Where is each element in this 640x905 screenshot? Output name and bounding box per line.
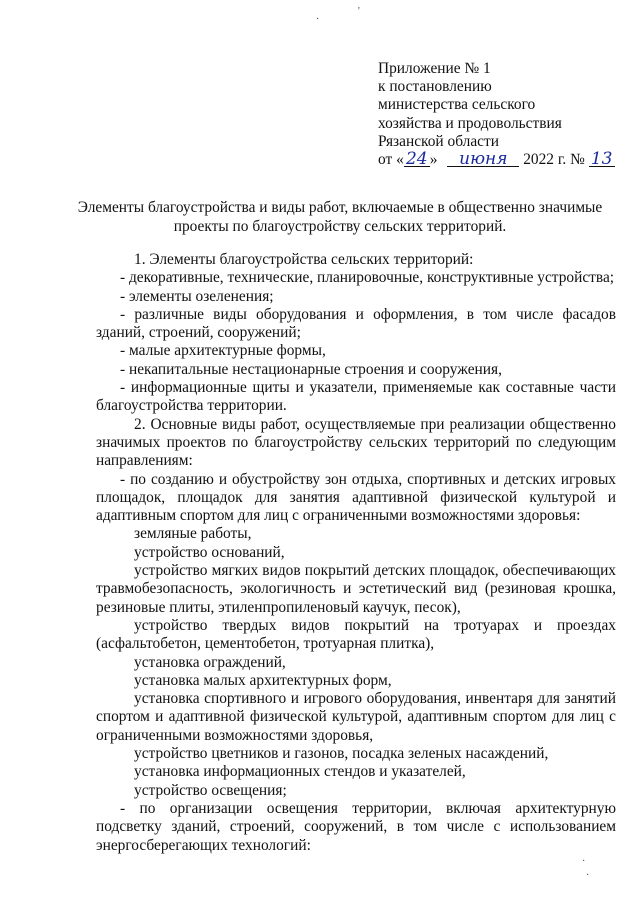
- date-quote: »: [429, 151, 438, 169]
- scan-speck: ·: [316, 14, 320, 25]
- list-item: установка спортивного и игрового оборудования, инвентаря для занятий спортом и адаптивной физической культурой, адаптивным спортом для лиц с ограниченными возможностями здоровья,: [96, 690, 616, 744]
- list-item: земляные работы,: [134, 525, 252, 543]
- appendix-line: Рязанской области: [378, 132, 499, 150]
- list-item: - декоративные, технические, планировочные, конструктивные устройства;: [120, 269, 615, 287]
- list-item: установка ограждений,: [134, 653, 286, 671]
- title-line: проекты по благоустройству сельских территорий.: [173, 217, 507, 235]
- list-item: устройство твердых видов покрытий на тротуарах и проездах (асфальтобетон, цементобетон, тротуарная плитка),: [96, 616, 616, 653]
- date-prefix: от «: [378, 151, 404, 169]
- list-item: - информационные щиты и указатели, применяемые как составные части благоустройства территории.: [96, 379, 616, 415]
- scan-speck: ·: [582, 856, 586, 867]
- handwritten-month: июня: [447, 152, 519, 167]
- appendix-number: Приложение № 1: [378, 60, 491, 77]
- appendix-line: министерства сельского: [378, 96, 536, 114]
- list-item: установка малых архитектурных форм,: [134, 671, 392, 689]
- list-item: устройство освещения;: [134, 781, 287, 799]
- list-item: - различные виды оборудования и оформления, в том числе фасадов зданий, строений, сооружений;: [96, 305, 616, 342]
- handwritten-number: 13: [589, 152, 615, 167]
- section-heading: 1. Элементы благоустройства сельских территорий:: [134, 251, 474, 268]
- title-line: Элементы благоустройства и виды работ, включаемые в общественно значимые: [77, 199, 603, 216]
- document-body: [96, 251, 616, 855]
- list-item: установка информационных стендов и указателей,: [134, 763, 466, 781]
- handwritten-day: 24: [404, 152, 430, 167]
- list-item: - по созданию и обустройству зон отдыха, спортивных и детских игровых площадок, площадок для занятия адаптивной физической культурой и адаптивным спортом для лиц с ограниченными возможностями здоровья:: [96, 470, 616, 525]
- section-heading: 2. Основные виды работ, осуществляемые при реализации общественно значимых проектов по благоустройству сельских территорий по следующим направлениям:: [96, 415, 616, 470]
- list-item: - элементы озеленения;: [120, 287, 274, 305]
- list-item: устройство мягких видов покрытий детских площадок, обеспечивающих травмобезопасность, экологичность и эстетический вид (резиновая крошка, резиновые плиты, этиленпропиленовый каучук, песок),: [96, 562, 616, 616]
- appendix-header: [378, 60, 628, 169]
- appendix-date-line: [378, 151, 628, 169]
- list-item: - по организации освещения территории, включая архитектурную подсветку зданий, строений, сооружений, в том числе с использованием энергосберегающих технологий:: [96, 799, 616, 854]
- appendix-line: к постановлению: [378, 78, 492, 96]
- date-year: 2022 г. №: [523, 151, 585, 169]
- list-item: устройство цветников и газонов, посадка зеленых насаждений,: [134, 745, 549, 763]
- document-title: [60, 199, 620, 236]
- list-item: устройство оснований,: [134, 543, 285, 561]
- scan-speck: ': [358, 6, 360, 17]
- list-item: - малые архитектурные формы,: [120, 342, 326, 360]
- list-item: - некапитальные нестационарные строения и сооружения,: [120, 360, 502, 378]
- appendix-line: хозяйства и продовольствия: [378, 114, 562, 132]
- scan-speck: ·: [586, 870, 590, 881]
